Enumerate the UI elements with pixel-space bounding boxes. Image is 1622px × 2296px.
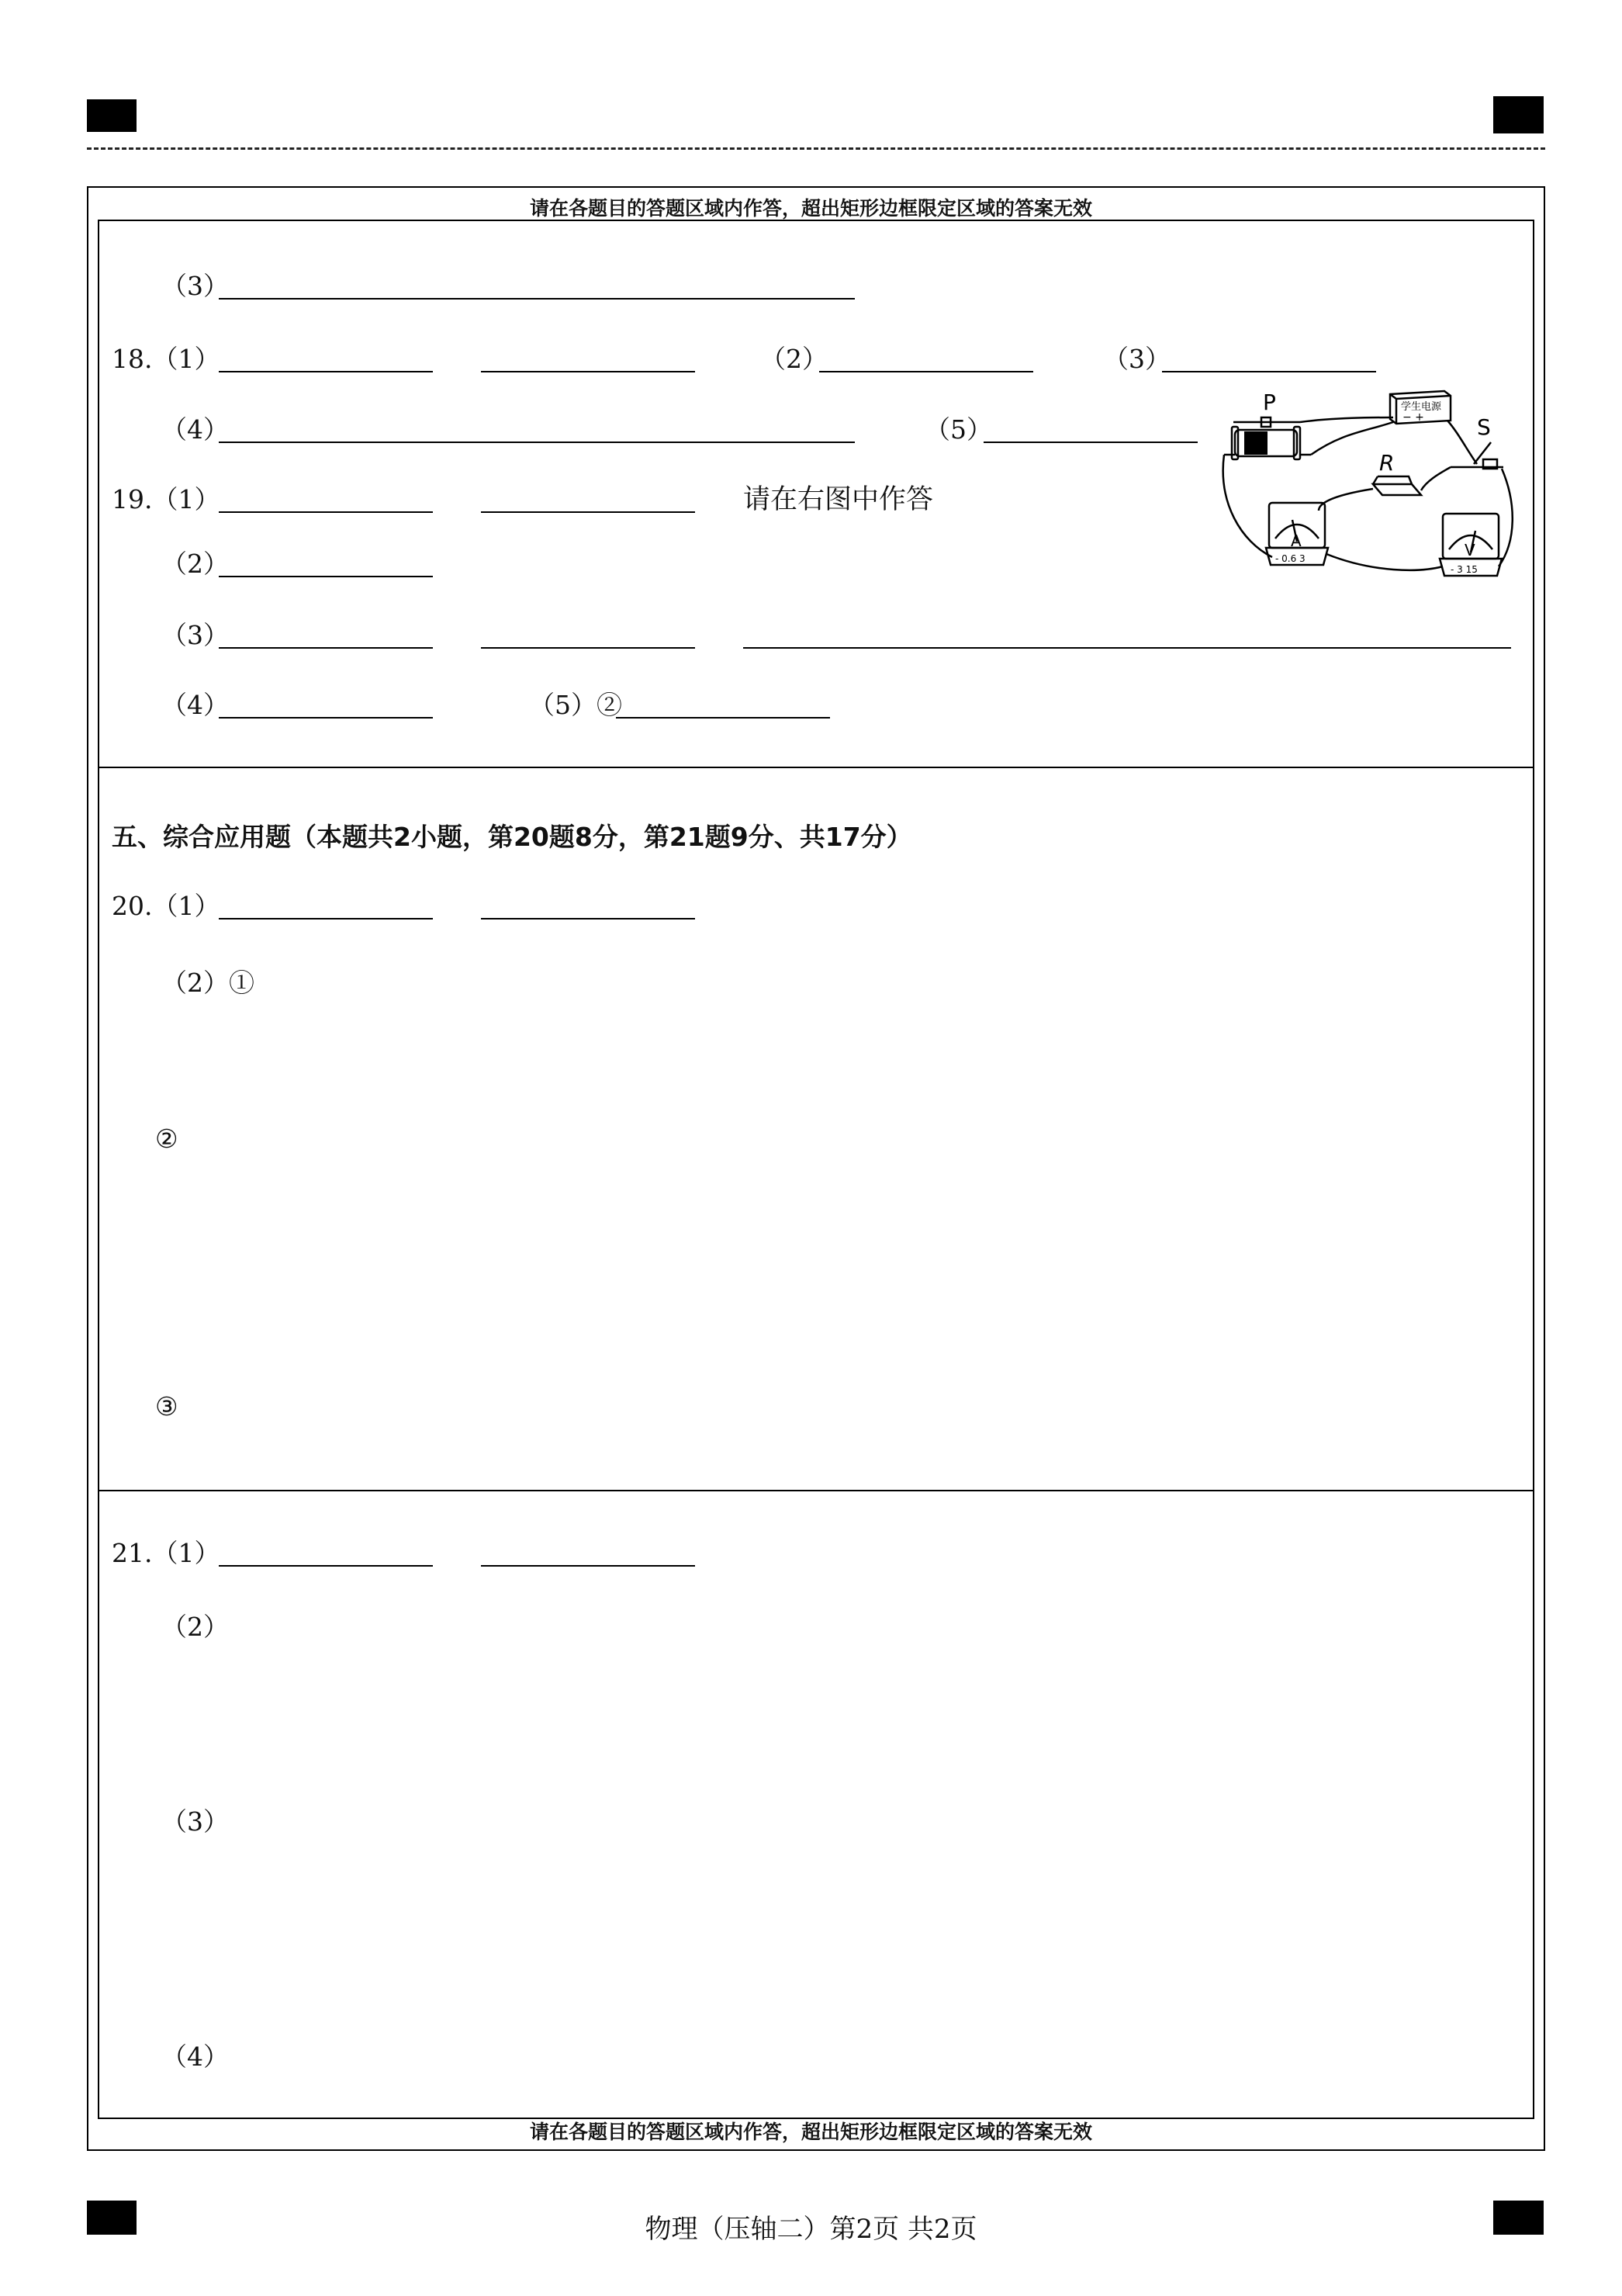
- q18-part2-label: （2）: [760, 344, 828, 374]
- circuit-label-p: P: [1263, 390, 1276, 415]
- q21-part4-answer-area[interactable]: [155, 2073, 1520, 2112]
- q18-part3-answer[interactable]: [1162, 371, 1376, 372]
- q18-part2-answer[interactable]: [819, 371, 1033, 372]
- q21-part3-answer-area[interactable]: [155, 1839, 1520, 2033]
- q19-part3-answer-b[interactable]: [481, 647, 695, 649]
- q19-part3-label: （3）: [161, 620, 229, 650]
- q21-part2-label: （2）: [161, 1612, 229, 1642]
- circuit-voltmeter-terminals: - 3 15: [1451, 564, 1478, 575]
- q19-part5-answer[interactable]: [616, 717, 830, 719]
- q19-part3-answer-c[interactable]: [743, 647, 1511, 649]
- q18-part3-label: （3）: [1103, 344, 1171, 374]
- q19-part5-label: （5）②: [529, 690, 622, 720]
- q18-part1-label: 18.（1）: [112, 344, 220, 374]
- circuit-label-r: R: [1379, 450, 1395, 476]
- circuit-power-label: 学生电源: [1401, 401, 1442, 413]
- cut-line: [87, 147, 1545, 150]
- q18-part1-answer-a[interactable]: [219, 371, 433, 372]
- q21-part1-answer-a[interactable]: [219, 1565, 433, 1567]
- circuit-ammeter-label: A: [1291, 532, 1302, 550]
- q19-part1-answer-b[interactable]: [481, 511, 695, 513]
- q20-part1-answer-a[interactable]: [219, 918, 433, 919]
- divider-section5: [98, 767, 1534, 768]
- q17-part3-label: （3）: [161, 271, 229, 301]
- q19-part4-label: （4）: [161, 690, 229, 720]
- page-footer: 物理（压轴二）第2页 共2页: [645, 2214, 977, 2245]
- q20-part2-sub3-answer-area[interactable]: [155, 1425, 1520, 1487]
- q19-part2-answer[interactable]: [219, 576, 433, 577]
- q21-part3-label: （3）: [161, 1806, 229, 1837]
- q20-part2-sub2-answer-area[interactable]: [155, 1156, 1520, 1373]
- q21-part2-answer-area[interactable]: [155, 1645, 1520, 1800]
- q20-part2-label: （2）①: [161, 968, 254, 998]
- q19-draw-note: 请在右图中作答: [743, 484, 934, 515]
- section5-title: 五、综合应用题（本题共2小题，第20题8分，第21题9分、共17分）: [112, 822, 912, 852]
- circuit-diagram[interactable]: [1218, 386, 1520, 601]
- q19-part1-answer-a[interactable]: [219, 511, 433, 513]
- divider-q21: [98, 1490, 1534, 1491]
- q20-part2-sub1-answer-area[interactable]: [155, 993, 1520, 1110]
- q19-part1-label: 19.（1）: [112, 484, 220, 514]
- circuit-power-terminals: − +: [1402, 411, 1424, 424]
- q19-part4-answer[interactable]: [219, 717, 433, 719]
- circuit-ammeter-terminals: - 0.6 3: [1275, 553, 1306, 564]
- circuit-voltmeter-label: V: [1465, 541, 1475, 559]
- q20-part1-answer-b[interactable]: [481, 918, 695, 919]
- registration-mark-top-right: [1493, 96, 1544, 133]
- q20-part1-label: 20.（1）: [112, 891, 220, 921]
- q17-part3-answer[interactable]: [219, 298, 855, 300]
- q18-part1-answer-b[interactable]: [481, 371, 695, 372]
- q18-part5-label: （5）: [925, 414, 992, 445]
- q19-part3-answer-a[interactable]: [219, 647, 433, 649]
- q18-part5-answer[interactable]: [984, 442, 1198, 443]
- notice-bottom: 请在各题目的答题区域内作答，超出矩形边框限定区域的答案无效: [529, 2121, 1092, 2143]
- q21-part4-label: （4）: [161, 2041, 229, 2072]
- circuit-label-s: S: [1477, 414, 1491, 440]
- notice-top: 请在各题目的答题区域内作答，超出矩形边框限定区域的答案无效: [529, 197, 1092, 220]
- q20-part2-sub3-label: ③: [155, 1391, 178, 1422]
- q20-part2-sub2-label: ②: [155, 1124, 178, 1154]
- registration-mark-top-left: [87, 99, 137, 132]
- q19-part2-label: （2）: [161, 549, 229, 579]
- q18-part4-label: （4）: [161, 414, 229, 445]
- q18-part4-answer[interactable]: [219, 442, 855, 443]
- q21-part1-answer-b[interactable]: [481, 1565, 695, 1567]
- q21-part1-label: 21.（1）: [112, 1538, 220, 1568]
